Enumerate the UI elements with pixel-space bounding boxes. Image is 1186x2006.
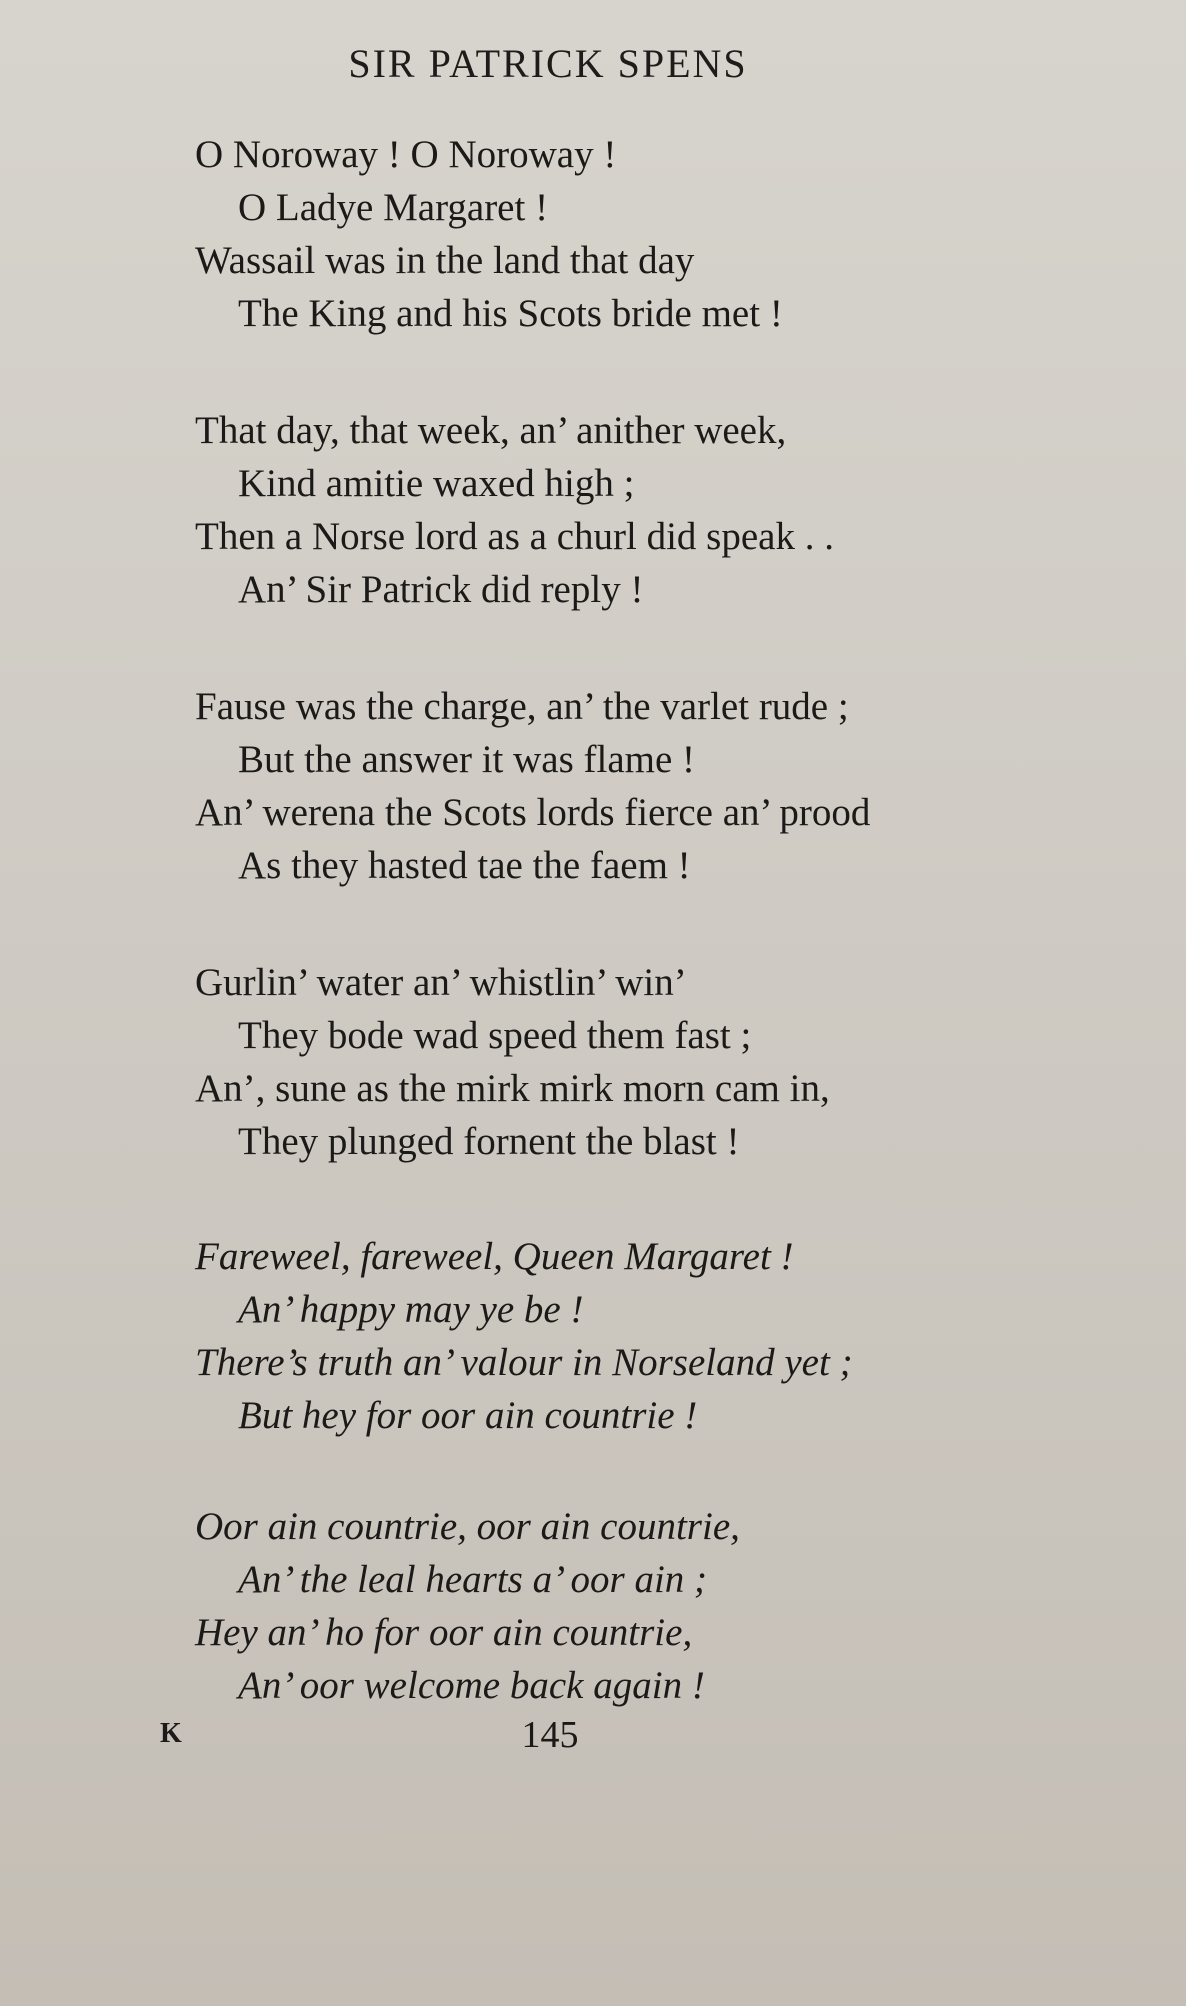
stanza-line: Oor ain countrie, oor ain countrie, [195,1505,740,1548]
stanza-line: An’ Sir Patrick did reply ! [238,568,644,611]
stanza-line: An’ the leal hearts a’ oor ain ; [238,1558,708,1601]
stanza-line: Wassail was in the land that day [195,239,695,282]
stanza-2 [195,404,1015,616]
stanza-line: An’ werena the Scots lords fierce an’ prood [195,791,871,834]
stanza-1 [195,128,1015,340]
stanza-6 [195,1500,1015,1712]
stanza-4 [195,956,1015,1168]
stanza-line: They plunged fornent the blast ! [238,1120,740,1163]
stanza-line: An’ happy may ye be ! [238,1288,584,1331]
stanza-line: O Ladye Margaret ! [238,186,549,229]
stanza-line: But hey for oor ain countrie ! [238,1394,698,1437]
stanza-line: Fareweel, fareweel, Queen Margaret ! [195,1235,794,1278]
stanza-line: There’s truth an’ valour in Norseland yet ; [195,1341,853,1384]
stanza-line: An’ oor welcome back again ! [238,1664,705,1707]
stanza-line: The King and his Scots bride met ! [238,292,783,335]
poem-title: SIR PATRICK SPENS [348,41,748,86]
stanza-line: But the answer it was flame ! [238,738,696,781]
stanza-3 [195,680,1015,892]
signature-mark: K [160,1718,182,1749]
stanza-line: Kind amitie waxed high ; [238,462,635,505]
stanza-line: O Noroway ! O Noroway ! [195,133,617,176]
stanza-line: As they hasted tae the faem ! [238,844,691,887]
stanza-5 [195,1230,1015,1442]
stanza-line: That day, that week, an’ anither week, [195,409,787,452]
stanza-line: Then a Norse lord as a churl did speak . . [195,515,834,558]
stanza-line: They bode wad speed them fast ; [238,1014,752,1057]
stanza-line: Hey an’ ho for oor ain countrie, [195,1611,693,1654]
stanza-line: Gurlin’ water an’ whistlin’ win’ [195,961,687,1004]
stanza-line: Fause was the charge, an’ the varlet rude ; [195,685,849,728]
page-number: 145 [521,1714,579,1756]
stanza-line: An’, sune as the mirk mirk morn cam in, [195,1067,830,1110]
